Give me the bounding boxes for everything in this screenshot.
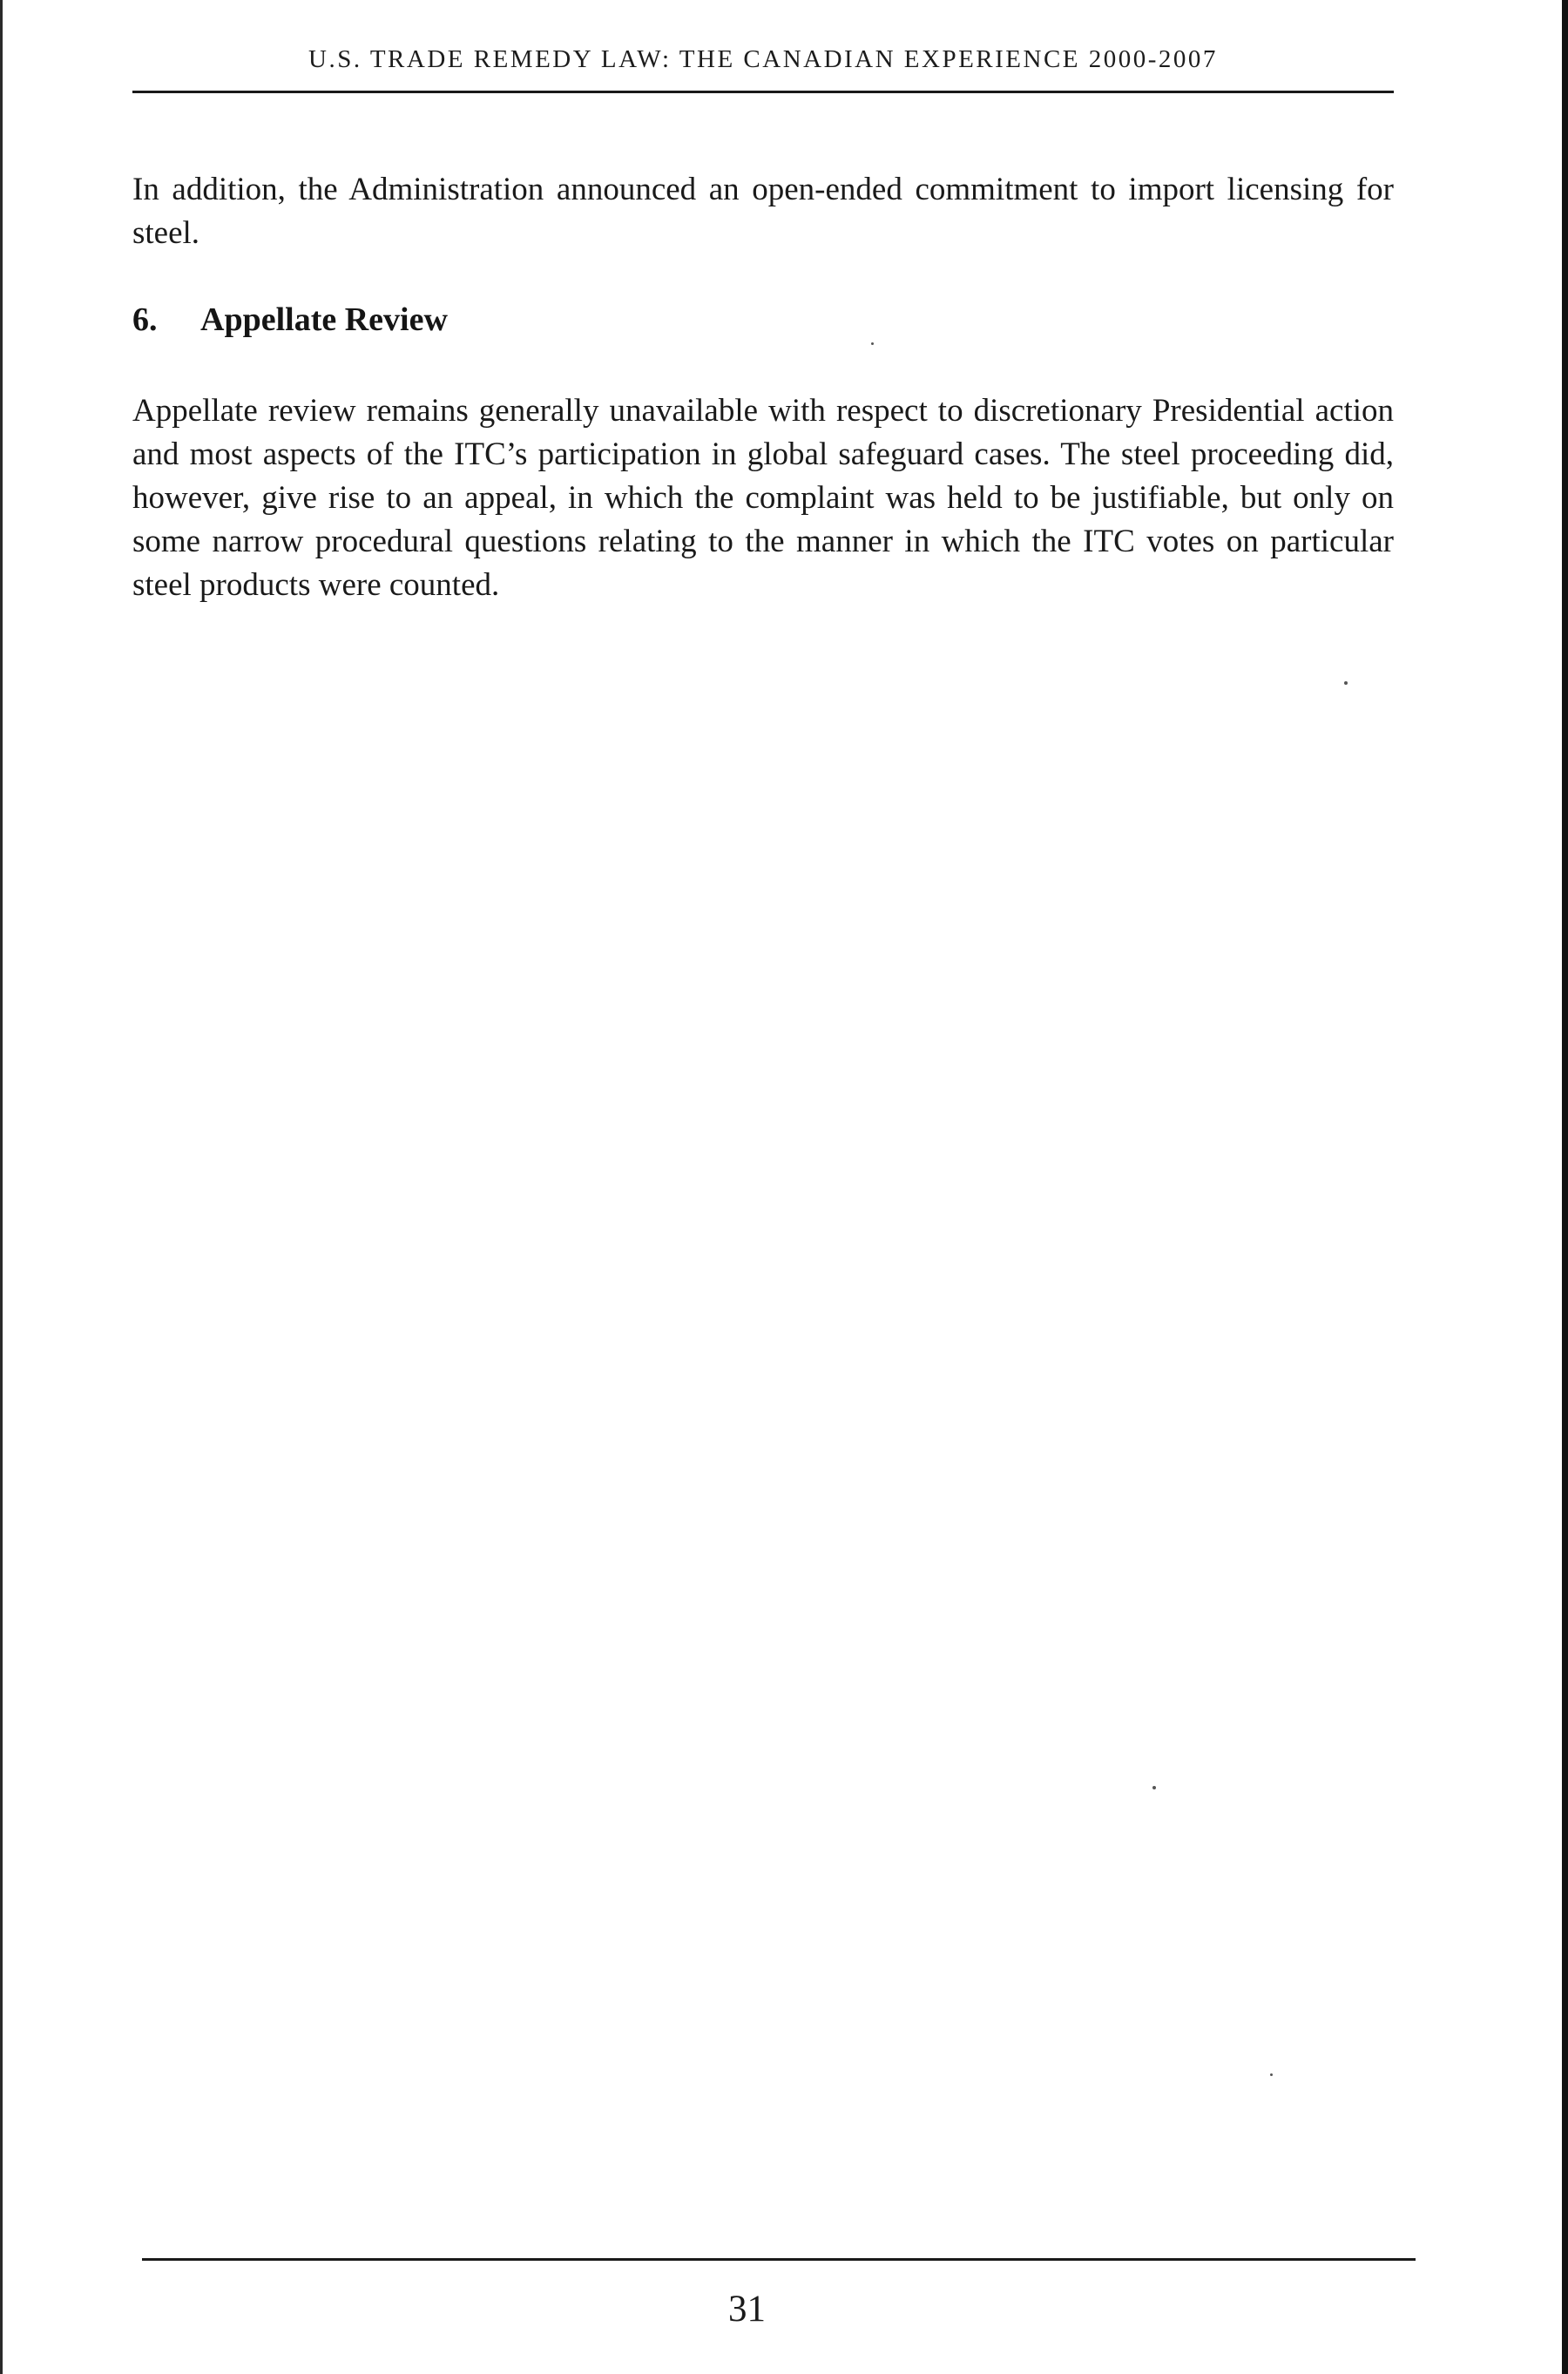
intro-paragraph: In addition, the Administration announced an open-ended commitment to import licensing for steel. bbox=[132, 172, 1394, 251]
section-heading bbox=[132, 301, 448, 339]
scan-speck bbox=[871, 342, 874, 345]
appellate-review-paragraph: Appellate review remains generally unavailable with respect to discretionary Presidential action and most aspects of the ITC’s participation in global safeguard cases. The steel proceeding did, however, give rise to an appeal, in which the complaint was held to be justifiable, but only on some narrow procedural questions relating to the manner in which the ITC votes on particular steel products were counted. bbox=[132, 393, 1394, 603]
section-title: Appellate Review bbox=[200, 301, 448, 338]
scan-page-edge-left bbox=[0, 0, 3, 2374]
scan-speck bbox=[1344, 681, 1348, 685]
footer-rule bbox=[142, 2258, 1416, 2261]
header-rule bbox=[132, 91, 1394, 93]
running-header: U.S. TRADE REMEDY LAW: THE CANADIAN EXPERIENCE 2000-2007 bbox=[308, 45, 1218, 73]
scan-page-edge-right bbox=[1562, 0, 1568, 2374]
section-number: 6. bbox=[132, 301, 158, 338]
scan-speck bbox=[1270, 2073, 1273, 2076]
scan-speck bbox=[1152, 1786, 1156, 1789]
page-number: 31 bbox=[728, 2289, 766, 2330]
